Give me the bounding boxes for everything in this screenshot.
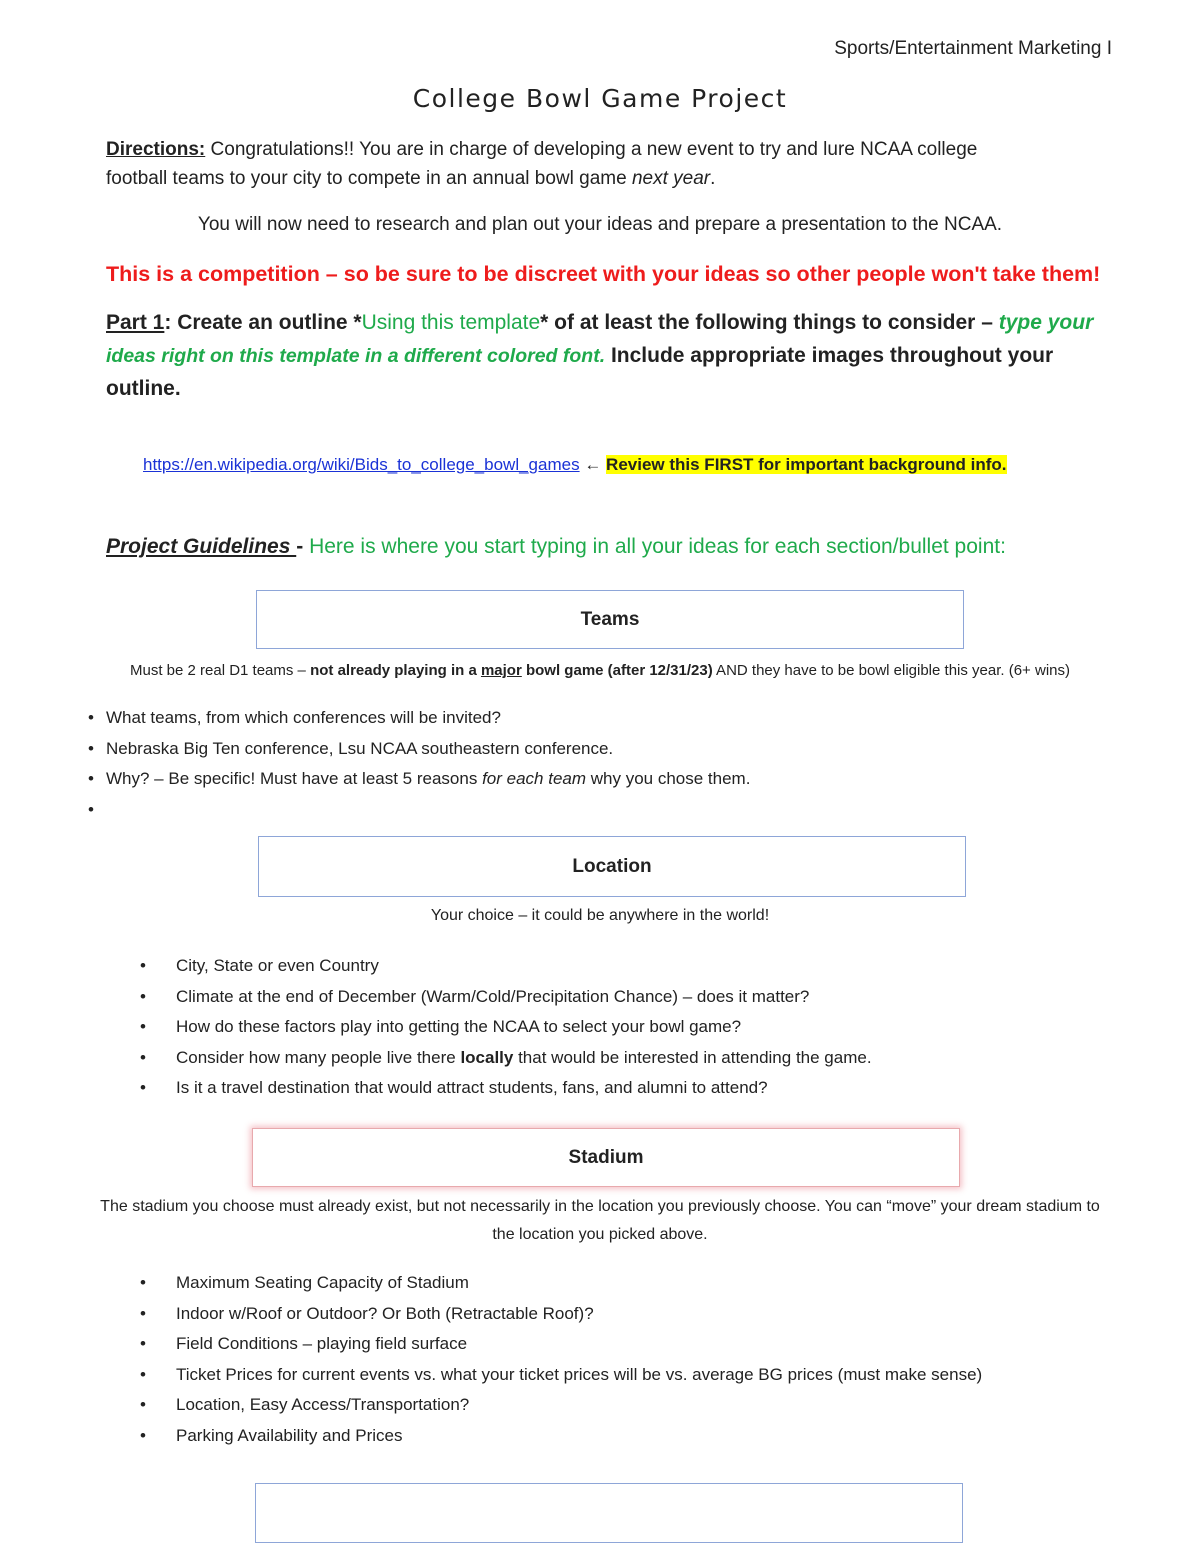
competition-warning: This is a competition – so be sure to be discreet with your ideas so other people won't take them! (106, 262, 1101, 286)
stadium-heading: Stadium (568, 1146, 644, 1168)
bullet-icon: • (140, 986, 146, 1006)
research-line: You will now need to research and plan out your ideas and prepare a presentation to the NCAA. (197, 214, 1003, 235)
guidelines-label: Project Guidelines (106, 535, 297, 558)
bullet-icon: • (88, 708, 94, 727)
list-item (140, 1390, 982, 1421)
list-item-text: What teams, from which conferences will be invited? (106, 708, 501, 727)
next-year-text: next year (631, 168, 711, 189)
bullet-icon: • (88, 738, 94, 758)
bullet-icon: • (88, 769, 94, 788)
location-heading: Location (572, 855, 652, 877)
list-item (140, 1421, 982, 1452)
bullet-icon: • (140, 1273, 146, 1292)
teams-heading: Teams (580, 608, 640, 630)
location-bullet-list (140, 951, 872, 1104)
part1-text-3: Include appropriate images throughout your (605, 344, 1054, 367)
list-item (140, 1012, 872, 1043)
list-item (140, 1043, 872, 1074)
bullet-icon: • (140, 1334, 146, 1353)
review-highlight: Review this FIRST for important background info. (606, 455, 1007, 474)
list-item-text: Ticket Prices for current events vs. what your ticket prices will be vs. average BG prices (must make sense) (176, 1364, 983, 1384)
list-item (140, 951, 872, 982)
list-item-text: Is it a travel destination that would attract students, fans, and alumni to attend? (176, 1078, 768, 1097)
teams-note-e: AND they have to be bowl eligible this year. (6+ wins) (712, 662, 1070, 679)
template-text: Using this template (361, 311, 541, 334)
teams-bullet-list (88, 703, 750, 825)
list-item-text-end: why you chose them. (586, 769, 751, 788)
arrow-left-icon: ← (579, 455, 607, 474)
part1-line-3: outline. (106, 377, 181, 400)
directions-text: Congratulations!! You are in charge of developing a new event to try and lure NCAA college (205, 139, 978, 160)
teams-note (0, 662, 1200, 679)
list-item (140, 1360, 982, 1391)
type-your-text: type your (998, 311, 1094, 334)
list-item (140, 1299, 982, 1330)
list-item-text: Why? – Be specific! Must have at least 5 reasons (106, 769, 483, 788)
directions-text-2: football teams to your city to compete in an annual bowl game (106, 168, 632, 189)
part1-label: Part 1 (106, 311, 165, 334)
bullet-icon: • (140, 1425, 146, 1445)
course-header: Sports/Entertainment Marketing I (834, 38, 1112, 59)
part1-text: : Create an outline * (164, 311, 362, 334)
guidelines-line (106, 535, 1006, 559)
list-item (140, 1073, 872, 1104)
list-item-text-italic: for each team (482, 769, 587, 788)
list-item-text: Consider how many people live there (176, 1047, 461, 1067)
teams-note-d: bowl game (after 12/31/23) (521, 662, 713, 679)
directions-line-1 (106, 139, 977, 161)
list-item[interactable] (88, 795, 750, 826)
list-item-text: Maximum Seating Capacity of Stadium (176, 1273, 469, 1292)
wikipedia-link[interactable]: https://en.wikipedia.org/wiki/Bids_to_college_bowl_games (143, 455, 580, 474)
list-item (88, 764, 750, 795)
list-item (88, 703, 750, 734)
dash: - (296, 535, 310, 558)
list-item-text-bold: locally (460, 1047, 514, 1067)
bullet-icon: • (140, 1017, 146, 1036)
teams-note-a: Must be 2 real D1 teams – (129, 662, 311, 679)
list-item (88, 734, 750, 765)
teams-heading-box[interactable] (256, 590, 964, 649)
list-item (140, 982, 872, 1013)
list-item-text: City, State or even Country (176, 956, 379, 975)
list-item (140, 1268, 982, 1299)
part1-line-1 (106, 311, 1093, 335)
bullet-icon: • (140, 1364, 146, 1384)
directions-label: Directions: (106, 139, 206, 160)
next-section-box[interactable] (255, 1483, 963, 1543)
stadium-note: The stadium you choose must already exist, but not necessarily in the location you previously choose. You can “move” your dream stadium to the location you picked above. (100, 1198, 1100, 1243)
period: . (710, 168, 716, 189)
teams-note-b: not already playing in a (310, 662, 481, 679)
list-item-text: Climate at the end of December (Warm/Cold/Precipitation Chance) – does it matter? (176, 986, 810, 1006)
teams-note-c: major (480, 662, 522, 679)
bullet-icon: • (140, 1047, 146, 1067)
bullet-icon: • (88, 799, 94, 819)
directions-line-2 (106, 168, 715, 190)
list-item-text: Nebraska Big Ten conference, Lsu NCAA southeastern conference. (106, 738, 614, 758)
link-line (143, 455, 1007, 475)
location-note: Your choice – it could be anywhere in the world! (430, 907, 770, 924)
list-item-text: Field Conditions – playing field surface (176, 1334, 468, 1353)
bullet-icon: • (140, 1303, 146, 1323)
part1-line-2 (106, 344, 1053, 368)
part1-text-2: * of at least the following things to consider – (540, 311, 999, 334)
location-heading-box[interactable] (258, 836, 966, 897)
list-item-text: Parking Availability and Prices (176, 1425, 403, 1445)
bullet-icon: • (140, 1395, 146, 1414)
list-item-text: Location, Easy Access/Transportation? (176, 1395, 470, 1414)
guidelines-text: Here is where you start typing in all your ideas for each section/bullet point: (309, 535, 1006, 558)
list-item-text: Indoor w/Roof or Outdoor? Or Both (Retractable Roof)? (176, 1303, 594, 1323)
document-title: College Bowl Game Project (412, 84, 788, 113)
list-item-text-end: that would be interested in attending the game. (513, 1047, 872, 1067)
bullet-icon: • (140, 956, 146, 975)
stadium-bullet-list (140, 1268, 982, 1451)
bullet-icon: • (140, 1078, 146, 1097)
stadium-heading-box[interactable] (252, 1128, 960, 1187)
ideas-text: ideas right on this template in a different colored font. (106, 345, 606, 367)
list-item (140, 1329, 982, 1360)
list-item-text: How do these factors play into getting the NCAA to select your bowl game? (176, 1017, 742, 1036)
